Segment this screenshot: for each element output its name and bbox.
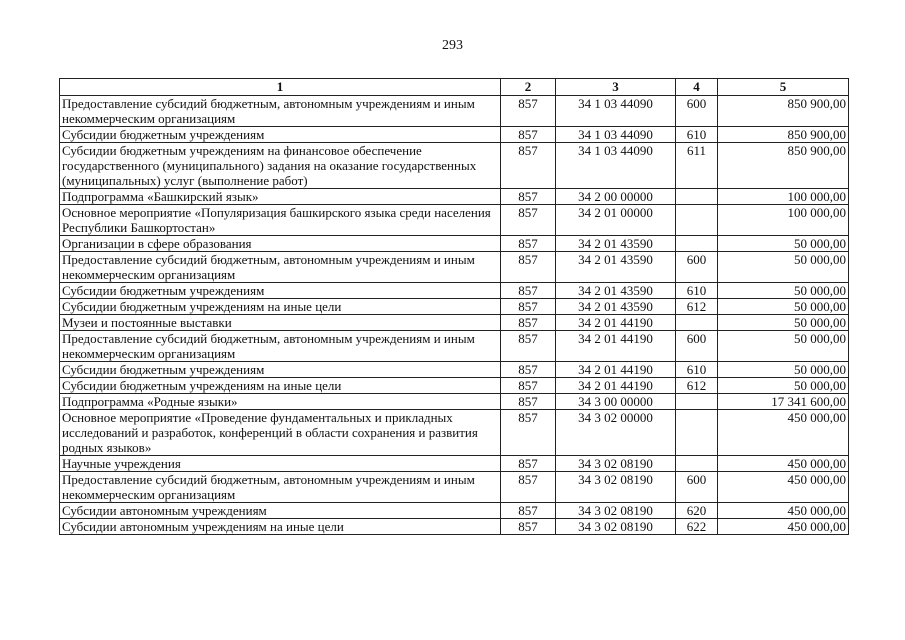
cell-department: 857 [501, 236, 556, 252]
column-header-code: 3 [556, 79, 676, 96]
page-number: 293 [442, 38, 463, 53]
table-row [60, 362, 849, 378]
table-row [60, 127, 849, 143]
cell-department: 857 [501, 378, 556, 394]
cell-name: Субсидии бюджетным учреждениям [60, 127, 501, 143]
table-row [60, 189, 849, 205]
cell-name: Организации в сфере образования [60, 236, 501, 252]
cell-amount: 450 000,00 [718, 472, 849, 503]
cell-name: Основное мероприятие «Популяризация башкирского языка среди населения Республики Башкортостан» [60, 205, 501, 236]
cell-department: 857 [501, 96, 556, 127]
cell-expense-type: 611 [676, 143, 718, 189]
cell-expense-type [676, 456, 718, 472]
cell-expense-type [676, 205, 718, 236]
cell-code: 34 2 01 44190 [556, 331, 676, 362]
cell-amount: 850 900,00 [718, 127, 849, 143]
cell-amount: 50 000,00 [718, 315, 849, 331]
cell-code: 34 2 01 44190 [556, 378, 676, 394]
cell-name: Предоставление субсидий бюджетным, автономным учреждениям и иным некоммерческим организациям [60, 472, 501, 503]
cell-expense-type: 600 [676, 331, 718, 362]
cell-department: 857 [501, 362, 556, 378]
cell-amount: 50 000,00 [718, 283, 849, 299]
table-row [60, 519, 849, 535]
cell-code: 34 2 01 43590 [556, 252, 676, 283]
cell-amount: 17 341 600,00 [718, 394, 849, 410]
table-row [60, 283, 849, 299]
cell-amount: 100 000,00 [718, 189, 849, 205]
cell-department: 857 [501, 456, 556, 472]
table-row [60, 252, 849, 283]
cell-department: 857 [501, 189, 556, 205]
cell-department: 857 [501, 410, 556, 456]
table-body [60, 96, 849, 535]
cell-amount: 450 000,00 [718, 503, 849, 519]
cell-department: 857 [501, 299, 556, 315]
table-row [60, 410, 849, 456]
cell-name: Предоставление субсидий бюджетным, автономным учреждениям и иным некоммерческим организациям [60, 331, 501, 362]
cell-expense-type [676, 236, 718, 252]
cell-expense-type: 600 [676, 96, 718, 127]
cell-department: 857 [501, 143, 556, 189]
table-row [60, 299, 849, 315]
cell-department: 857 [501, 283, 556, 299]
cell-department: 857 [501, 472, 556, 503]
cell-name: Предоставление субсидий бюджетным, автономным учреждениям и иным некоммерческим организациям [60, 96, 501, 127]
table-row [60, 315, 849, 331]
cell-department: 857 [501, 394, 556, 410]
table-row [60, 394, 849, 410]
cell-name: Научные учреждения [60, 456, 501, 472]
cell-amount: 850 900,00 [718, 143, 849, 189]
cell-department: 857 [501, 331, 556, 362]
cell-name: Субсидии бюджетным учреждениям на иные цели [60, 378, 501, 394]
cell-code: 34 3 02 08190 [556, 456, 676, 472]
table-row [60, 205, 849, 236]
table-row [60, 236, 849, 252]
cell-code: 34 2 01 43590 [556, 283, 676, 299]
cell-department: 857 [501, 252, 556, 283]
column-header-name: 1 [60, 79, 501, 96]
cell-department: 857 [501, 315, 556, 331]
cell-name: Субсидии автономным учреждениям [60, 503, 501, 519]
cell-name: Субсидии бюджетным учреждениям [60, 362, 501, 378]
cell-code: 34 1 03 44090 [556, 143, 676, 189]
cell-code: 34 1 03 44090 [556, 127, 676, 143]
cell-department: 857 [501, 205, 556, 236]
cell-name: Музеи и постоянные выставки [60, 315, 501, 331]
cell-code: 34 2 00 00000 [556, 189, 676, 205]
table-header-row [60, 79, 849, 96]
column-header-department: 2 [501, 79, 556, 96]
cell-code: 34 2 01 44190 [556, 315, 676, 331]
table-row [60, 378, 849, 394]
cell-expense-type [676, 315, 718, 331]
cell-expense-type: 622 [676, 519, 718, 535]
cell-amount: 450 000,00 [718, 410, 849, 456]
table-row [60, 143, 849, 189]
cell-code: 34 3 02 08190 [556, 519, 676, 535]
cell-expense-type: 612 [676, 378, 718, 394]
cell-department: 857 [501, 127, 556, 143]
cell-amount: 50 000,00 [718, 362, 849, 378]
cell-name: Подпрограмма «Родные языки» [60, 394, 501, 410]
table-row [60, 472, 849, 503]
cell-name: Подпрограмма «Башкирский язык» [60, 189, 501, 205]
table-row [60, 503, 849, 519]
cell-name: Основное мероприятие «Проведение фундаментальных и прикладных исследований и разработок, конференций в области сохранения и развития родных языков» [60, 410, 501, 456]
cell-name: Субсидии автономным учреждениям на иные цели [60, 519, 501, 535]
cell-amount: 50 000,00 [718, 236, 849, 252]
cell-amount: 100 000,00 [718, 205, 849, 236]
cell-department: 857 [501, 503, 556, 519]
cell-amount: 50 000,00 [718, 252, 849, 283]
table-row [60, 456, 849, 472]
cell-amount: 50 000,00 [718, 299, 849, 315]
cell-code: 34 2 01 43590 [556, 236, 676, 252]
table-row [60, 331, 849, 362]
cell-expense-type: 620 [676, 503, 718, 519]
cell-code: 34 1 03 44090 [556, 96, 676, 127]
cell-code: 34 3 02 00000 [556, 410, 676, 456]
cell-expense-type [676, 394, 718, 410]
cell-code: 34 3 02 08190 [556, 503, 676, 519]
column-header-amount: 5 [718, 79, 849, 96]
cell-name: Субсидии бюджетным учреждениям на финансовое обеспечение государственного (муниципального) задания на оказание государственных (муниципальных) услуг (выполнение работ) [60, 143, 501, 189]
cell-expense-type: 600 [676, 252, 718, 283]
cell-name: Предоставление субсидий бюджетным, автономным учреждениям и иным некоммерческим организациям [60, 252, 501, 283]
cell-amount: 450 000,00 [718, 456, 849, 472]
cell-expense-type: 610 [676, 362, 718, 378]
cell-amount: 50 000,00 [718, 331, 849, 362]
cell-code: 34 2 01 44190 [556, 362, 676, 378]
cell-expense-type [676, 410, 718, 456]
cell-code: 34 3 02 08190 [556, 472, 676, 503]
cell-expense-type: 600 [676, 472, 718, 503]
cell-code: 34 2 01 00000 [556, 205, 676, 236]
cell-code: 34 2 01 43590 [556, 299, 676, 315]
cell-amount: 50 000,00 [718, 378, 849, 394]
cell-department: 857 [501, 519, 556, 535]
cell-amount: 850 900,00 [718, 96, 849, 127]
cell-expense-type: 610 [676, 283, 718, 299]
cell-name: Субсидии бюджетным учреждениям на иные цели [60, 299, 501, 315]
cell-code: 34 3 00 00000 [556, 394, 676, 410]
budget-table [59, 78, 849, 535]
cell-expense-type: 610 [676, 127, 718, 143]
cell-name: Субсидии бюджетным учреждениям [60, 283, 501, 299]
column-header-expense-type: 4 [676, 79, 718, 96]
table-row [60, 96, 849, 127]
cell-amount: 450 000,00 [718, 519, 849, 535]
cell-expense-type [676, 189, 718, 205]
cell-expense-type: 612 [676, 299, 718, 315]
